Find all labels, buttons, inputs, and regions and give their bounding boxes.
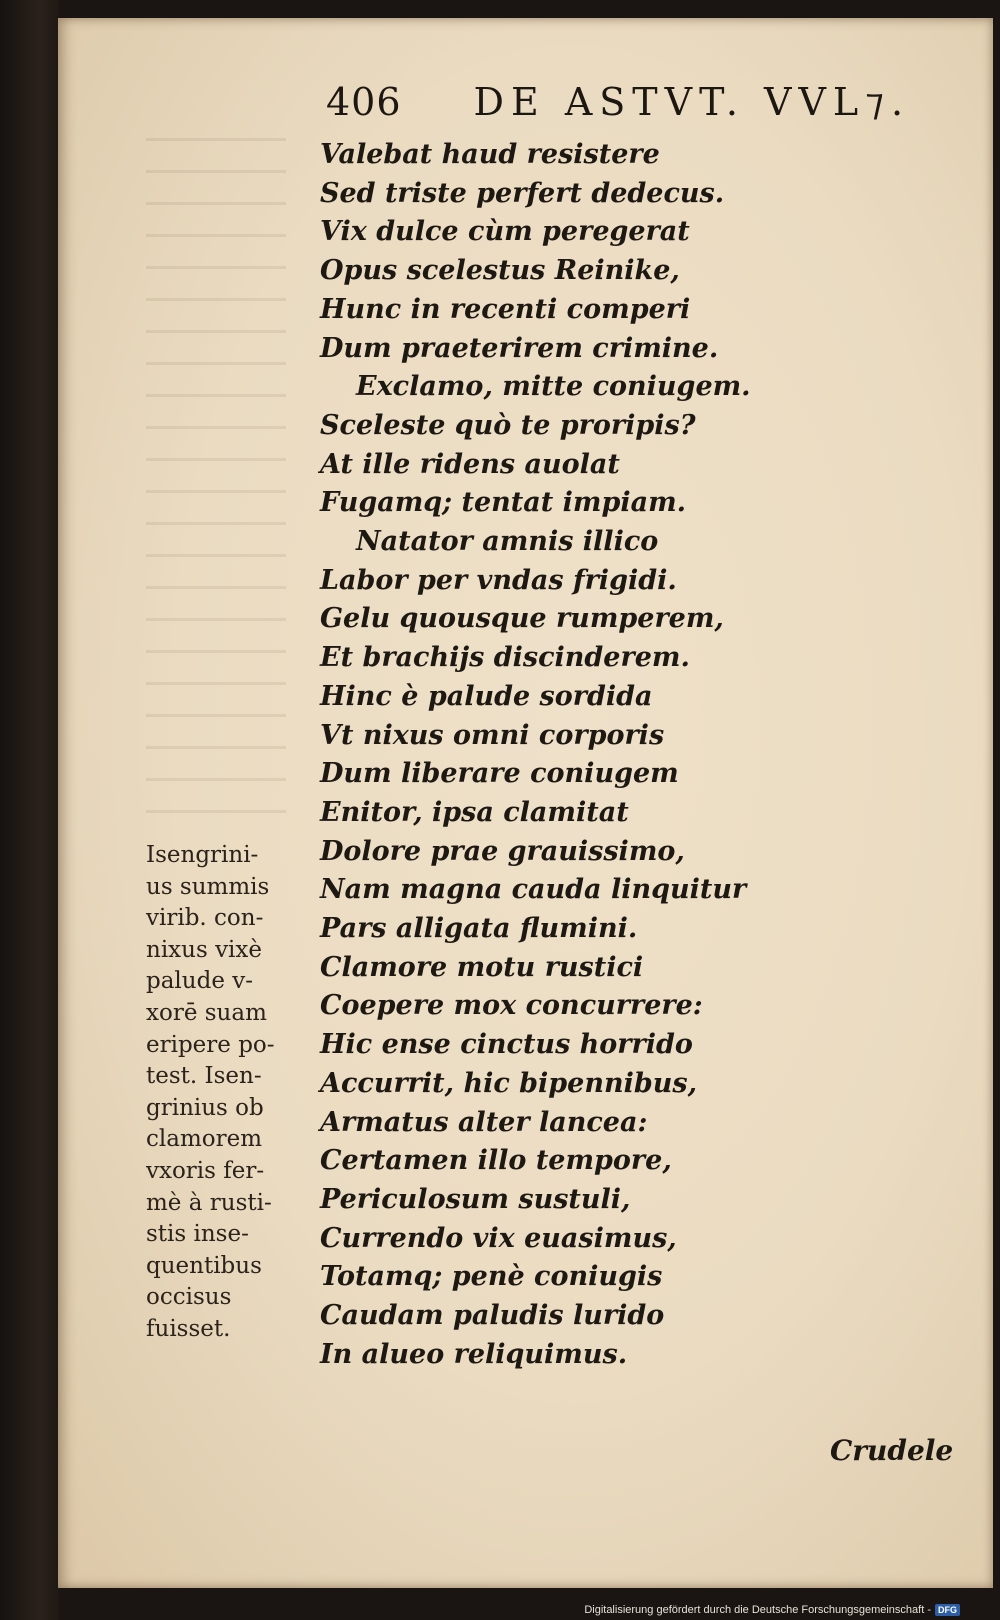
verse-line: Periculosum sustuli, <box>320 1183 631 1215</box>
verse-line: Sed triste perfert dedecus. <box>320 177 725 209</box>
verse-line: Gelu quousque rumperem, <box>320 603 724 635</box>
marginal-note-line: palude v- <box>146 968 254 995</box>
verse-line: Exclamo, mitte coniugem. <box>356 371 751 403</box>
verse-line: Et brachijs discinderem. <box>320 642 690 674</box>
marginal-note-line: vxoris fer- <box>146 1157 265 1184</box>
marginal-note-line: grinius ob <box>146 1094 264 1121</box>
verse-line: Pars alligata flumini. <box>320 913 638 945</box>
verse-line: Opus scelestus Reinike, <box>320 255 680 287</box>
running-title: DE ASTVT. VVL⁊. <box>473 80 911 124</box>
marginal-note-line: mè à rusti- <box>146 1189 272 1216</box>
marginal-note-line: eripere po- <box>146 1031 275 1058</box>
verse-line: Armatus alter lancea: <box>320 1106 648 1138</box>
verse-line: Dum praeterirem crimine. <box>320 332 719 364</box>
digitization-credit <box>584 1604 960 1616</box>
verse-line: Vt nixus omni corporis <box>320 719 665 751</box>
marginal-note-line: virib. con- <box>146 905 264 932</box>
marginal-note-line: fuisset. <box>146 1315 231 1342</box>
verse-line: Caudam paludis lurido <box>320 1300 665 1332</box>
verse-line: Coepere mox concurrere: <box>320 990 703 1022</box>
verse-line: Dolore prae grauissimo, <box>320 835 685 867</box>
verse-line: Vix dulce cùm peregerat <box>320 216 690 248</box>
verse-line: Dum liberare coniugem <box>320 758 679 790</box>
verse-line: Sceleste quò te proripis? <box>320 409 696 441</box>
book-page <box>58 18 993 1588</box>
marginal-note-line: test. Isen- <box>146 1063 262 1090</box>
verse-line: Currendo vix euasimus, <box>320 1222 677 1254</box>
marginal-note-line: Isengrini- <box>146 842 259 868</box>
dfg-logo: DFG <box>935 1604 960 1616</box>
verse-line: Enitor, ipsa clamitat <box>320 796 629 828</box>
verse-block <box>320 136 880 1375</box>
marginal-note-line: stis inse- <box>146 1221 249 1248</box>
credit-text: Digitalisierung gefördert durch die Deutsche Forschungsgemeinschaft - <box>584 1604 931 1616</box>
verse-line: Natator amnis illico <box>356 526 659 558</box>
running-header <box>326 80 910 124</box>
verse-line: Accurrit, hic bipennibus, <box>320 1067 697 1099</box>
verse-line: Fugamq; tentat impiam. <box>320 487 687 519</box>
verse-line: Certamen illo tempore, <box>320 1145 672 1177</box>
marginal-note <box>146 840 306 1346</box>
catchword: Crudele <box>830 1434 954 1467</box>
marginal-note-line: xorē suam <box>146 999 267 1026</box>
marginal-note-line: clamorem <box>146 1126 263 1153</box>
verse-line: Valebat haud resistere <box>320 139 660 170</box>
verse-line: In alueo reliquimus. <box>320 1338 628 1370</box>
marginal-note-line: us summis <box>146 873 270 900</box>
verse-line: Clamore motu rustici <box>320 951 644 983</box>
marginal-note-line: nixus vixè <box>146 936 262 963</box>
verse-line: Hinc è palude sordida <box>320 680 653 712</box>
verse-line: At ille ridens auolat <box>320 448 620 480</box>
verse-line: Totamq; penè coniugis <box>320 1261 663 1293</box>
marginal-note-line: occisus <box>146 1284 232 1311</box>
verse-line: Nam magna cauda linquitur <box>320 874 747 906</box>
verse-line: Labor per vndas frigidi. <box>320 564 677 596</box>
verse-line: Hunc in recenti comperi <box>320 293 691 325</box>
marginal-note-line: quentibus <box>146 1252 262 1279</box>
page-number: 406 <box>326 80 402 124</box>
verse-line: Hic ense cinctus horrido <box>320 1029 693 1061</box>
show-through-text <box>146 138 286 838</box>
